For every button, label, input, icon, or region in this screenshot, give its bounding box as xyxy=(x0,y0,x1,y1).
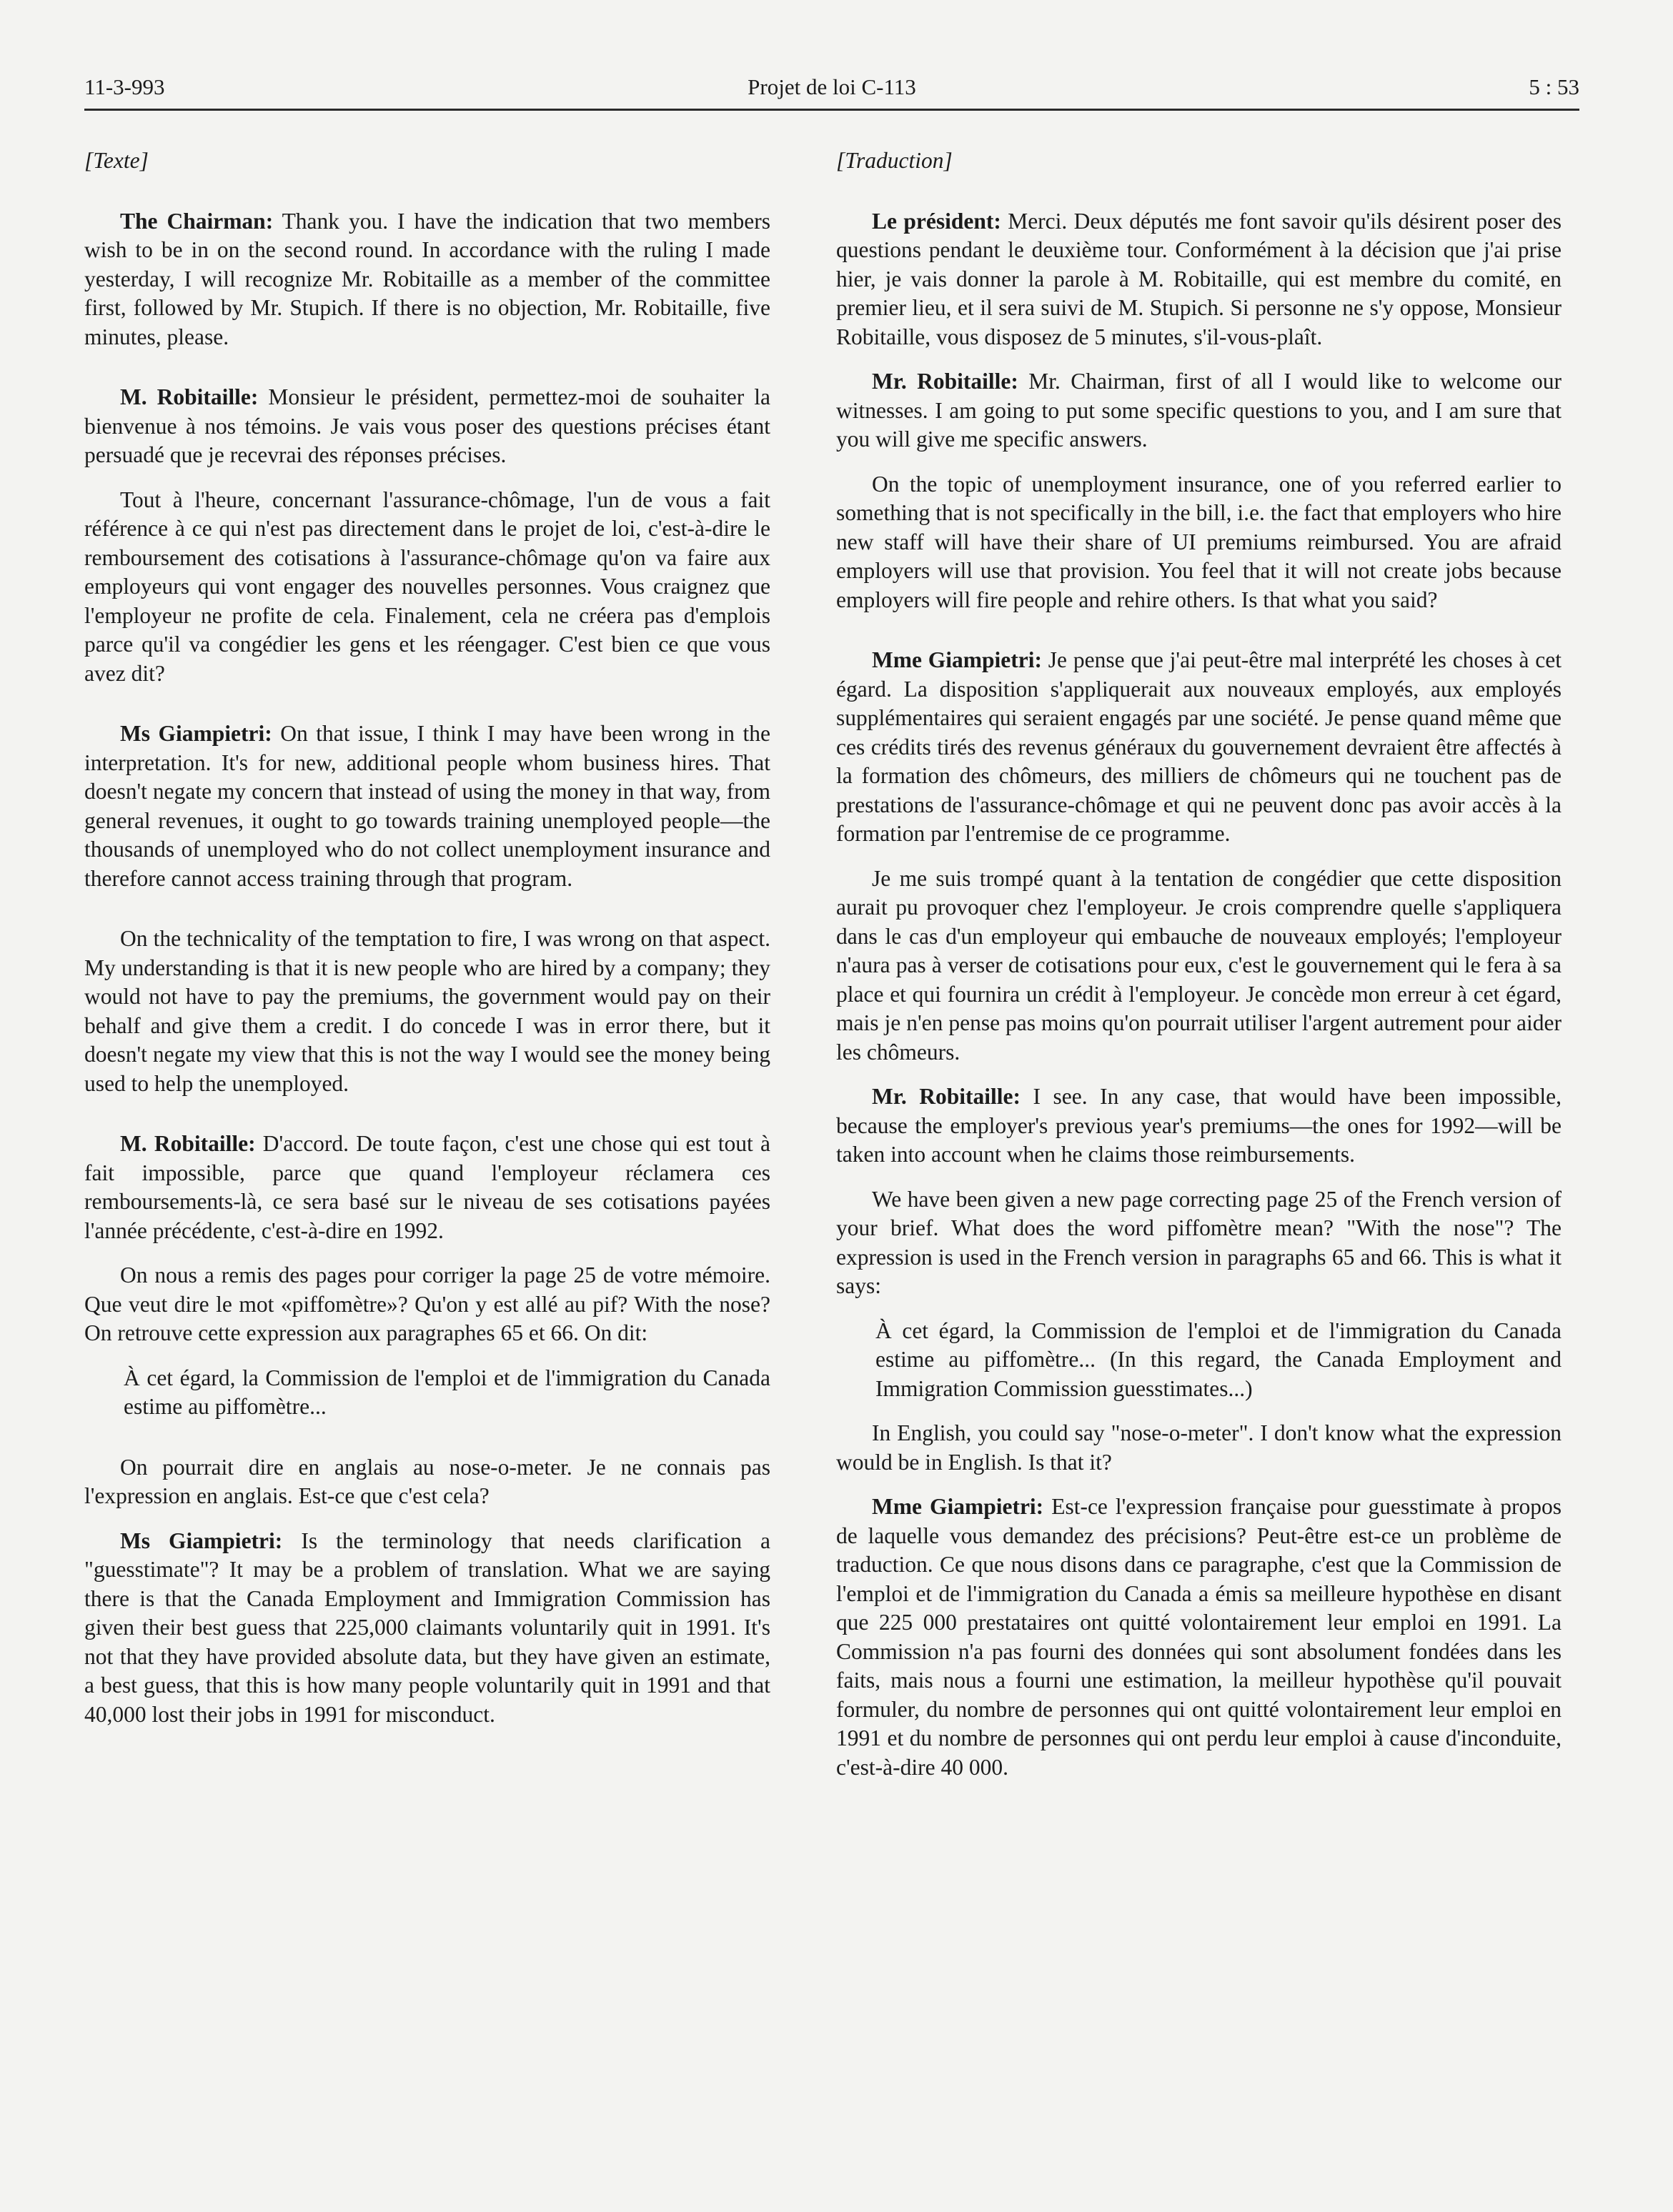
speaker: M. Robitaille: xyxy=(120,384,259,409)
speaker: Le président: xyxy=(872,208,1001,234)
header-rule xyxy=(84,109,1579,111)
header-title: Projet de loi C-113 xyxy=(748,74,916,99)
speaker: Ms Giampietri: xyxy=(120,721,272,746)
paragraph: Ms Giampietri: Is the terminology that needs clarification a "guesstimate"? It may be a problem of translation. What we are saying there is that the Canada Employment and Immigration Commission has given their best guess that 225,000 claimants voluntarily quit in 1991. It's not that they have provided absolute data, but they have given an estimate, a best guess, that this is how many people voluntarily quit in 1991 and that 40,000 lost their jobs in 1991 for misconduct. xyxy=(84,1528,770,1727)
left-column-english-original xyxy=(84,146,770,1745)
speaker: Mr. Robitaille: xyxy=(872,369,1018,394)
column-tag: [Traduction] xyxy=(836,148,953,173)
paragraph: Mr. Robitaille: Mr. Chairman, first of all I would like to welcome our witnesses. I am going to put some specific questions to you, and I am sure that you will give me specific answers. xyxy=(836,369,1562,452)
header-date: 11-3-993 xyxy=(84,74,165,99)
paragraph: On nous a remis des pages pour corriger la page 25 de votre mémoire. Que veut dire le mot «piffomètre»? Qu'on y est allé au pif? With the nose? On retrouve cette expression aux paragraphes 65 et 66. On dit: xyxy=(84,1262,770,1345)
header-page-number: 5 : 53 xyxy=(1529,74,1579,99)
paragraph: Le président: Merci. Deux députés me font savoir qu'ils désirent poser des questions pendant le deuxième tour. Conformément à la décision que j'ai prise hier, je vais donner la parole à M. Robitaille, qui est membre du comité, en premier lieu, et il sera suivi de M. Stupich. Si personne ne s'y oppose, Monsieur Robitaille, vous disposez de 5 minutes, s'il-vous-plaît. xyxy=(836,208,1562,349)
page-header xyxy=(84,71,1579,114)
paragraph: We have been given a new page correcting page 25 of the French version of your brief. What does the word piffomètre mean? "With the nose"? The expression is used in the French version in paragraphs 65 and 66. This is what it says: xyxy=(836,1186,1562,1298)
paragraph: Mr. Robitaille: I see. In any case, that would have been impossible, because the employer's previous year's premiums—the ones for 1992—will be taken into account when he claims those reimbursements. xyxy=(836,1084,1562,1167)
paragraph: Mme Giampietri: Est-ce l'expression française pour guesstimate à propos de laquelle vous demandez des précisions? Peut-être est-ce un problème de traduction. Ce que nous disons dans ce paragraphe, c'est que la Commission de l'emploi et de l'immigration du Canada a émis sa meilleure hypothèse en disant que 225 000 prestataires ont quitté volontairement leur emploi en 1991. La Commission n'a pas fourni des données qui sont absolument fondées dans les faits, mais nous a fourni une estimation, la meilleur hypothèse qu'il pouvait formuler, du nombre de personnes qui ont quitté volontairement leur emploi en 1991 et du nombre de personnes qui ont perdu leur emploi à cause d'inconduite, c'est-à-dire 40 000. xyxy=(836,1494,1562,1780)
paragraph: Ms Giampietri: On that issue, I think I may have been wrong in the interpretation. It's for new, additional people whom business hires. That doesn't negate my concern that instead of using the money in that way, from general revenues, it ought to go towards training unemployed people—the thousands of unemployed who do not collect unemployment insurance and therefore cannot access training through that program. xyxy=(84,721,770,891)
paragraph: M. Robitaille: D'accord. De toute façon, c'est une chose qui est tout à fait impossible, parce que quand l'employeur réclamera ces remboursements-là, ce sera basé sur le niveau de ses cotisations payées l'année précédente, c'est-à-dire en 1992. xyxy=(84,1131,770,1243)
paragraph: M. Robitaille: Monsieur le président, permettez-moi de souhaiter la bienvenue à nos témoins. Je vais vous poser des questions précises étant persuadé que je recevrai des réponses précises. xyxy=(84,384,770,467)
quotation: À cet égard, la Commission de l'emploi et de l'immigration du Canada estime au piffomètre... (In this regard, the Canada Employment and Immigration Commission guesstimates...) xyxy=(875,1317,1562,1401)
paragraph: On the technicality of the temptation to fire, I was wrong on that aspect. My understanding is that it is new people who are hired by a company; they would not have to pay the premiums, the government would pay on their behalf and give them a credit. I do concede I was in error there, but it doesn't negate my view that this is not the way I would see the money being used to help the unemployed. xyxy=(84,926,770,1096)
paragraph: Mme Giampietri: Je pense que j'ai peut-être mal interprété les choses à cet égard. La disposition s'appliquerait aux nouveaux employés, aux employés supplémentaires qui seraient engagés par une société. Je pense quand même que ces crédits tirés des revenus généraux du gouvernement devraient être affectés à la formation des chômeurs, des milliers de chômeurs qui ne touchent pas de prestations de l'assurance-chômage et qui ne peuvent donc pas avoir accès à la formation par l'entremise de ce programme. xyxy=(836,647,1562,846)
quotation: À cet égard, la Commission de l'emploi et de l'immigration du Canada estime au piffomètre... xyxy=(124,1365,770,1419)
column-tag: [Texte] xyxy=(84,148,149,173)
paragraph: On the topic of unemployment insurance, one of you referred earlier to something that is not specifically in the bill, i.e. the fact that employers who hire new staff will have their share of UI premiums reimbursed. You are afraid employers will use that provision. You feel that it will not create jobs because employers will fire people and rehire others. Is that what you said? xyxy=(836,471,1562,612)
paragraph: Tout à l'heure, concernant l'assurance-chômage, l'un de vous a fait référence à ce qui n'est pas directement dans le projet de loi, c'est-à-dire le remboursement des cotisations à l'assurance-chômage qu'on va faire aux employeurs qui vont engager des nouvelles personnes. Vous craignez que l'employeur ne profite de cela. Finalement, cela ne créera pas d'emplois parce qu'il va congédier les gens et les réengager. C'est bien ce que vous avez dit? xyxy=(84,487,770,686)
paragraph: On pourrait dire en anglais au nose-o-meter. Je ne connais pas l'expression en anglais. Est-ce que c'est cela? xyxy=(84,1454,770,1508)
speaker: Mr. Robitaille: xyxy=(872,1084,1021,1109)
paragraph: The Chairman: Thank you. I have the indication that two members wish to be in on the second round. In accordance with the ruling I made yesterday, I will recognize Mr. Robitaille as a member of the committee first, followed by Mr. Stupich. If there is no objection, Mr. Robitaille, five minutes, please. xyxy=(84,208,770,349)
speaker: Ms Giampietri: xyxy=(120,1528,283,1553)
speaker: The Chairman: xyxy=(120,208,274,234)
paragraph: In English, you could say "nose-o-meter". I don't know what the expression would be in English. Is that it? xyxy=(836,1420,1562,1475)
right-column-translation xyxy=(836,146,1562,1798)
speaker: Mme Giampietri: xyxy=(872,647,1042,672)
paragraph: Je me suis trompé quant à la tentation de congédier que cette disposition aurait pu provoquer chez l'employeur. Je crois comprendre quelle s'appliquera dans le cas d'un employeur qui embauche de nouveaux employés; l'employeur n'aura pas à verser de cotisations pour eux, c'est le gouvernement qui le fera à sa place et qui fournira un crédit à l'employeur. Je concède mon erreur à cet égard, mais je n'en pense pas moins qu'on pourrait utiliser l'argent autrement pour aider les chômeurs. xyxy=(836,865,1562,1065)
speaker: M. Robitaille: xyxy=(120,1131,256,1156)
speaker: Mme Giampietri: xyxy=(872,1494,1044,1519)
